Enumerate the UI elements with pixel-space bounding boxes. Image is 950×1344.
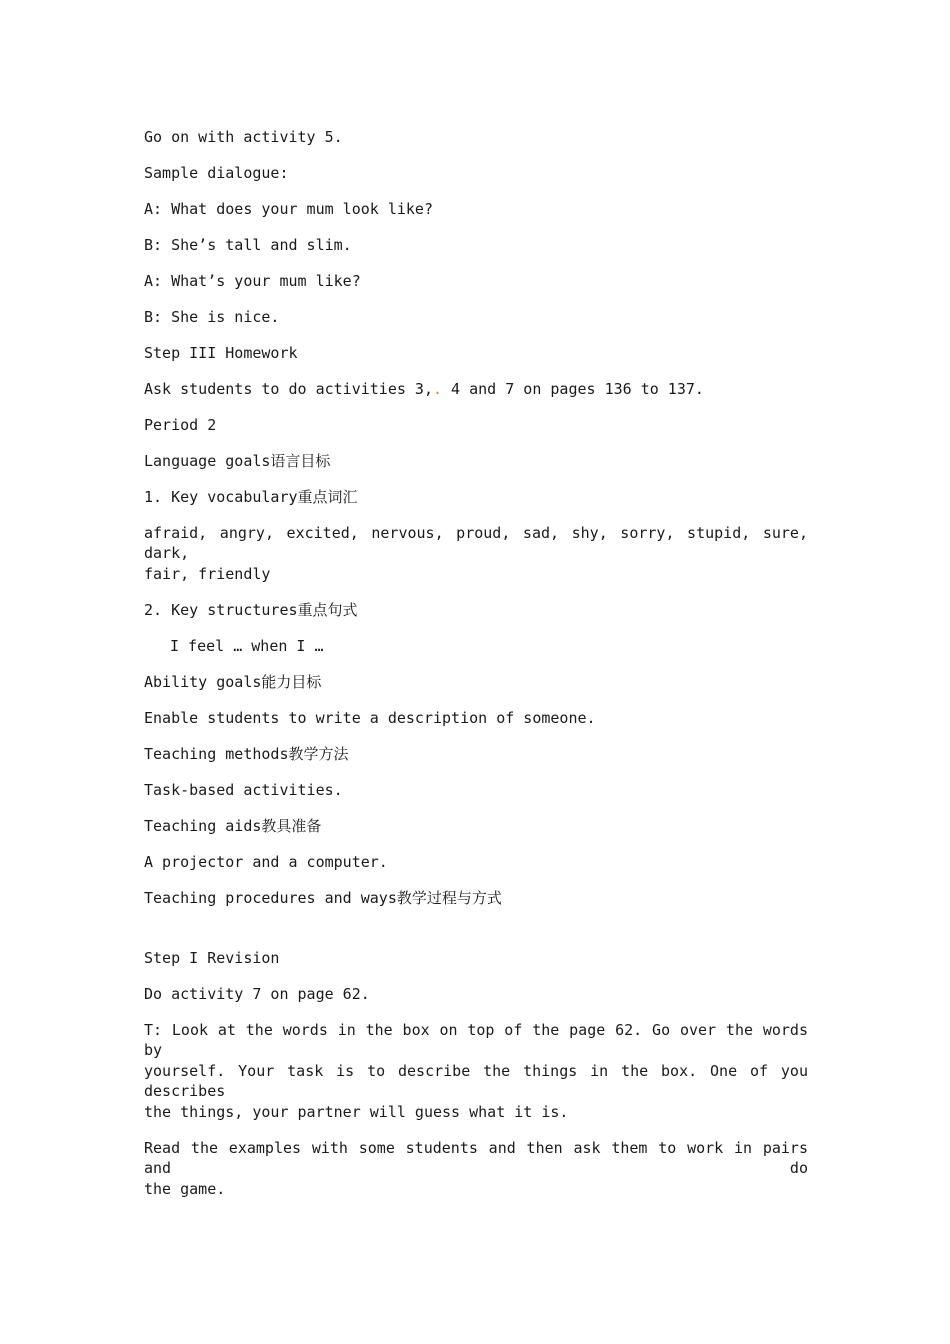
text-line: B: She is nice. [144, 308, 280, 326]
paragraph-line: Read the examples with some students and then ask them to work in pairs and do [144, 1139, 808, 1177]
text-line: A projector and a computer. [144, 853, 388, 871]
homework-part-1: Ask students to do activities 3, [144, 380, 433, 398]
paragraph-line: the things, your partner will guess what it is. [144, 1103, 569, 1121]
section-heading: Step III Homework [144, 344, 298, 362]
orange-dot-mark: . [432, 380, 443, 398]
text-line: Ability goals能力目标 [144, 673, 322, 691]
text-line: A: What does your mum look like? [144, 200, 433, 218]
paragraph-line: T: Look at the words in the box on top of the page 62. Go over the words by [144, 1021, 808, 1059]
vocabulary-line: fair, friendly [144, 565, 271, 583]
section-heading: Step I Revision [144, 949, 280, 967]
text-line: Sample dialogue: [144, 164, 289, 182]
period-heading: Period 2 [144, 416, 217, 434]
homework-part-2: 4 and 7 on pages 136 to 137. [451, 380, 704, 398]
text-line: Teaching procedures and ways教学过程与方式 [144, 889, 502, 907]
text-line: Task-based activities. [144, 781, 343, 799]
text-line: 1. Key vocabulary重点词汇 [144, 488, 358, 506]
paragraph-line: yourself. Your task is to describe the things in the box. One of you describes [144, 1062, 808, 1100]
text-line: Go on with activity 5. [144, 128, 343, 146]
text-line: Teaching aids教具准备 [144, 817, 322, 835]
text-line: Language goals语言目标 [144, 452, 331, 470]
structure-example: I feel … when I … [170, 637, 324, 655]
text-line: Do activity 7 on page 62. [144, 985, 370, 1003]
text-line: A: What’s your mum like? [144, 272, 361, 290]
text-line: Enable students to write a description of someone. [144, 709, 596, 727]
text-line: 2. Key structures重点句式 [144, 601, 358, 619]
homework-line [144, 379, 808, 399]
text-line: B: She’s tall and slim. [144, 236, 352, 254]
vocabulary-line: afraid, angry, excited, nervous, proud, sad, shy, sorry, stupid, sure, dark, [144, 524, 808, 562]
text-line: Teaching methods教学方法 [144, 745, 349, 763]
paragraph-line: the game. [144, 1180, 226, 1198]
